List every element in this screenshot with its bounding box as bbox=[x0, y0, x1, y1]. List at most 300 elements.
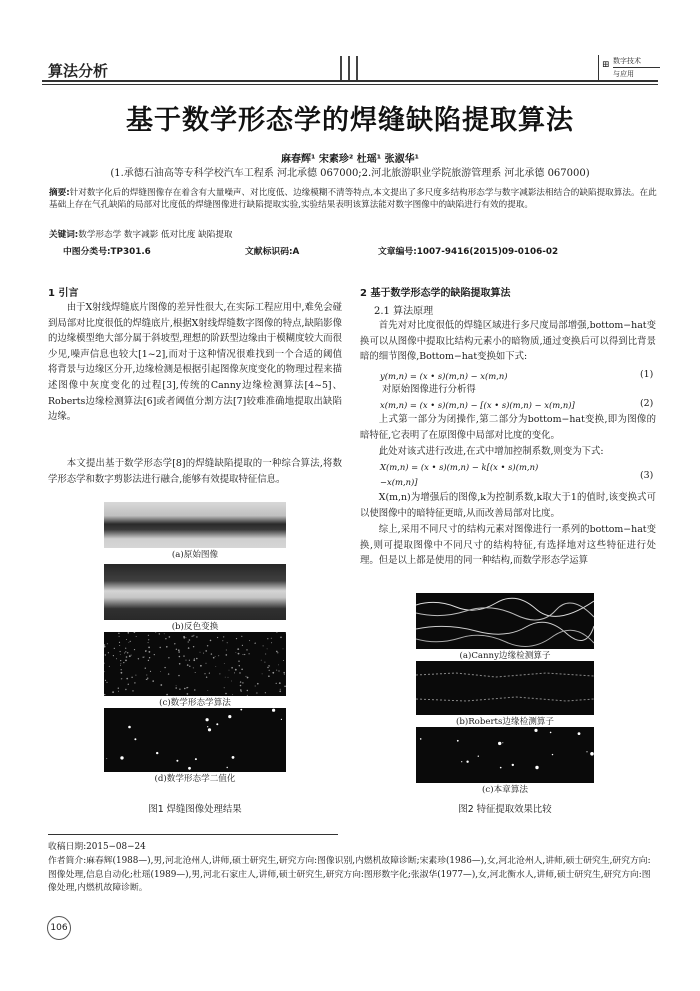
texture-dot bbox=[192, 636, 193, 637]
subsection-2-1-heading: 2.1 算法原理 bbox=[374, 306, 434, 317]
texture-dot bbox=[578, 732, 581, 735]
texture-dot bbox=[238, 661, 239, 662]
texture-dot bbox=[195, 758, 197, 760]
equation-2-number: (2) bbox=[640, 398, 654, 409]
texture-dot bbox=[203, 653, 204, 654]
figure-2b-edges bbox=[416, 661, 594, 715]
texture-dot bbox=[239, 672, 240, 673]
equation-3-number: (3) bbox=[640, 470, 654, 481]
clc-number: 中图分类号:TP301.6 bbox=[63, 247, 151, 257]
texture-dot bbox=[121, 663, 122, 664]
texture-dot bbox=[109, 666, 110, 667]
texture-dot bbox=[119, 645, 120, 646]
keywords-text: 数学形态学 数字减影 低对比度 缺陷提取 bbox=[78, 230, 233, 240]
abstract-text: 针对数字化后的焊缝图像存在着含有大量噪声、对比度低、边缘模糊不清等特点,本文提出了多尺度多结构形态学与数字减影法相结合的缺陷提取算法。在此基础上存在气孔缺陷的局部对比度低的焊缝图像进行缺陷提取实验,实验结果表明该算法能对数字图像中的缺陷进行有效的提取。 bbox=[49, 188, 657, 210]
texture-dot bbox=[188, 767, 191, 770]
texture-dot bbox=[105, 654, 106, 655]
texture-dot bbox=[134, 632, 136, 633]
texture-dot bbox=[179, 656, 181, 658]
texture-dot bbox=[120, 660, 121, 661]
texture-dot bbox=[107, 643, 108, 644]
figure-1d-image bbox=[104, 708, 286, 772]
texture-dot bbox=[128, 684, 129, 685]
texture-dot bbox=[268, 675, 270, 677]
texture-dot bbox=[243, 654, 244, 655]
texture-dot bbox=[191, 636, 192, 637]
texture-dot bbox=[267, 649, 268, 650]
texture-dot bbox=[278, 670, 279, 671]
texture-dot bbox=[500, 767, 502, 769]
texture-dot bbox=[272, 672, 274, 674]
texture-dot bbox=[502, 742, 503, 743]
texture-dot bbox=[165, 638, 166, 639]
texture-dot bbox=[148, 660, 149, 661]
texture-dot bbox=[262, 674, 263, 675]
texture-dot bbox=[106, 758, 107, 759]
texture-dot bbox=[187, 693, 189, 695]
texture-dot bbox=[134, 649, 135, 650]
texture-dot bbox=[276, 632, 277, 633]
texture-dot bbox=[106, 682, 107, 683]
texture-dot bbox=[112, 691, 114, 693]
texture-dot bbox=[124, 653, 125, 654]
texture-dot bbox=[104, 671, 105, 672]
texture-dot bbox=[176, 649, 177, 650]
texture-dot bbox=[178, 675, 179, 676]
equation-3-line-1: X(m,n) = (x • s)(m,n) − k[(x • s)(m,n) bbox=[380, 462, 539, 472]
equation-1-number: (1) bbox=[640, 369, 654, 380]
texture-dot bbox=[264, 662, 265, 663]
texture-dot bbox=[267, 667, 268, 668]
texture-dot bbox=[272, 709, 275, 712]
texture-dot bbox=[196, 636, 197, 637]
texture-dot bbox=[186, 637, 187, 638]
equation-1: y(m,n) = (x • s)(m,n) − x(m,n) bbox=[380, 371, 508, 381]
journal-logo-line1: 数字技术 bbox=[613, 57, 641, 65]
texture-dot bbox=[278, 665, 279, 666]
texture-dot bbox=[225, 677, 226, 678]
texture-dot bbox=[128, 632, 130, 634]
texture-dot bbox=[136, 636, 137, 637]
figure-1a-caption: (a)原始图像 bbox=[171, 550, 219, 560]
texture-dot bbox=[218, 655, 219, 656]
texture-dot bbox=[269, 666, 270, 667]
texture-dot bbox=[219, 673, 220, 674]
header-rule-thin bbox=[42, 84, 658, 85]
texture-dot bbox=[138, 658, 139, 659]
figure-2b-image bbox=[416, 661, 594, 715]
texture-dot bbox=[271, 638, 272, 639]
texture-dot bbox=[194, 660, 195, 661]
texture-dot bbox=[146, 679, 147, 680]
texture-dot bbox=[283, 672, 285, 674]
texture-dot bbox=[222, 640, 223, 641]
texture-dot bbox=[149, 657, 150, 658]
texture-dot bbox=[207, 645, 208, 646]
figure-1a-image bbox=[104, 502, 286, 548]
texture-dot bbox=[261, 660, 262, 661]
texture-dot bbox=[116, 658, 117, 659]
texture-dot bbox=[127, 652, 128, 653]
texture-dot bbox=[119, 636, 120, 637]
texture-dot bbox=[179, 689, 180, 690]
texture-dot bbox=[279, 682, 281, 684]
figure-2b-caption: (b)Roberts边缘检测算子 bbox=[416, 715, 594, 727]
equation-2: x(m,n) = (x • s)(m,n) − [(x • s)(m,n) − x(m,n)] bbox=[380, 400, 575, 410]
section-2-paragraph-6: 综上,采用不同尺寸的结构元素对图像进行一系列的bottom−hat变换,则可提取图像中不同尺寸的结构特征,有选择地对这些特征进行处理。但是以上都是使用的同一种结构,而数学形态学运算 bbox=[360, 524, 656, 567]
texture-dot bbox=[147, 678, 148, 679]
texture-dot bbox=[265, 692, 266, 693]
texture-dot bbox=[164, 633, 165, 634]
texture-dot bbox=[183, 636, 185, 638]
texture-dot bbox=[183, 655, 184, 656]
texture-dot bbox=[249, 640, 250, 641]
figure-1-title: 图1 焊缝图像处理结果 bbox=[148, 804, 242, 815]
texture-dot bbox=[193, 646, 194, 647]
texture-dot bbox=[265, 654, 266, 655]
texture-dot bbox=[461, 761, 462, 762]
texture-dot bbox=[267, 638, 268, 639]
texture-dot bbox=[217, 637, 218, 638]
texture-dot bbox=[189, 666, 190, 667]
texture-dot bbox=[187, 687, 188, 688]
texture-dot bbox=[120, 756, 123, 759]
author-biographies: 作者简介:麻春辉(1988—),男,河北沧州人,讲师,硕士研究生,研究方向:图像识别,内燃机故障诊断;宋素珍(1986—),女,河北沧州人,讲师,硕士研究生,研究方向:图像处理,信息自动化;杜瑶(1989—),男,河北石家庄人,讲师,硕士研究生,研究方向:图形数字化;张淑华(1977—),女,河北衡水人,讲师,硕士研究生,研究方向:图像处理,内燃机故障诊断。 bbox=[48, 856, 651, 893]
texture-dot bbox=[196, 658, 198, 660]
texture-dot bbox=[152, 680, 154, 682]
texture-dot bbox=[189, 639, 191, 641]
texture-dot bbox=[125, 689, 126, 690]
texture-dot bbox=[246, 676, 247, 677]
header-divider-bars bbox=[340, 56, 362, 80]
texture-dot bbox=[590, 752, 594, 756]
texture-dot bbox=[194, 689, 195, 690]
texture-dot bbox=[211, 653, 212, 654]
texture-dot bbox=[104, 646, 106, 648]
texture-dot bbox=[148, 639, 149, 640]
texture-dot bbox=[135, 675, 136, 676]
texture-dot bbox=[146, 675, 147, 676]
journal-logo-mark-icon: ⊞ bbox=[602, 60, 610, 70]
texture-dot bbox=[420, 738, 422, 740]
texture-dot bbox=[232, 694, 233, 695]
texture-dot bbox=[145, 668, 146, 669]
texture-dot bbox=[148, 642, 149, 643]
texture-dot bbox=[206, 663, 207, 664]
texture-dot bbox=[225, 693, 227, 695]
section-2-paragraph-2: 对原始图像进行分析得 bbox=[382, 384, 476, 395]
texture-dot bbox=[237, 648, 239, 650]
texture-dot bbox=[215, 656, 216, 657]
texture-dot bbox=[126, 678, 128, 680]
texture-dot bbox=[187, 664, 189, 666]
texture-dot bbox=[284, 674, 285, 675]
texture-dot bbox=[129, 655, 131, 657]
texture-dot bbox=[241, 636, 242, 637]
texture-dot bbox=[226, 650, 227, 651]
figure-2a-edges bbox=[416, 593, 594, 651]
texture-dot bbox=[178, 651, 180, 653]
texture-dot bbox=[229, 670, 230, 671]
texture-dot bbox=[125, 648, 126, 649]
texture-dot bbox=[285, 633, 286, 634]
texture-dot bbox=[512, 764, 514, 766]
texture-dot bbox=[228, 677, 229, 678]
texture-dot bbox=[131, 677, 132, 678]
texture-dot bbox=[118, 633, 119, 634]
texture-dot bbox=[206, 677, 207, 678]
texture-dot bbox=[108, 652, 109, 653]
texture-dot bbox=[168, 657, 169, 658]
texture-dot bbox=[466, 761, 468, 763]
texture-dot bbox=[178, 649, 180, 651]
texture-dot bbox=[160, 647, 161, 648]
texture-dot bbox=[160, 684, 162, 686]
abstract bbox=[49, 188, 657, 211]
texture-dot bbox=[121, 678, 122, 679]
texture-dot bbox=[257, 683, 259, 685]
texture-dot bbox=[231, 667, 233, 669]
texture-dot bbox=[144, 657, 145, 658]
texture-dot bbox=[120, 654, 121, 655]
texture-dot bbox=[235, 669, 237, 671]
texture-dot bbox=[155, 632, 156, 633]
figure-1c-image bbox=[104, 632, 286, 696]
texture-dot bbox=[159, 633, 160, 634]
texture-dot bbox=[263, 645, 264, 646]
texture-dot bbox=[281, 719, 282, 720]
texture-dot bbox=[244, 654, 245, 655]
texture-dot bbox=[169, 636, 171, 638]
texture-dot bbox=[118, 691, 119, 692]
texture-dot bbox=[276, 683, 277, 684]
texture-dot bbox=[189, 660, 190, 661]
header-rule bbox=[42, 80, 658, 82]
texture-dot bbox=[242, 682, 243, 683]
texture-dot bbox=[207, 690, 208, 691]
texture-dot bbox=[478, 756, 479, 757]
article-number: 文章编号:1007-9416(2015)09-0106-02 bbox=[378, 247, 559, 257]
texture-dot bbox=[149, 651, 151, 653]
figure-2a-image bbox=[416, 593, 594, 651]
section-1-paragraph-2: 本文提出基于数学形态学[8]的焊缝缺陷提取的一种综合算法,将数学形态学和数字剪影法进行融合,能够有效提取特征信息。 bbox=[48, 458, 342, 485]
journal-logo-line2: 与应用 bbox=[613, 67, 660, 80]
keywords bbox=[49, 230, 657, 242]
figure-1c-caption: (c)数学形态学算法 bbox=[159, 698, 231, 708]
texture-dot bbox=[224, 663, 225, 664]
texture-dot bbox=[104, 644, 105, 645]
texture-dot bbox=[249, 653, 250, 654]
texture-dot bbox=[120, 651, 121, 652]
texture-dot bbox=[188, 641, 189, 642]
texture-dot bbox=[205, 650, 207, 652]
texture-dot bbox=[457, 740, 459, 742]
texture-dot bbox=[234, 672, 235, 673]
texture-dot bbox=[283, 649, 284, 650]
texture-dot bbox=[195, 672, 196, 673]
texture-dot bbox=[269, 670, 270, 671]
texture-dot bbox=[277, 652, 278, 653]
texture-dot bbox=[239, 665, 240, 666]
paper-title: 基于数学形态学的焊缝缺陷提取算法 bbox=[126, 105, 574, 136]
texture-dot bbox=[145, 651, 146, 652]
texture-dot bbox=[271, 642, 272, 643]
texture-dot bbox=[209, 673, 210, 674]
texture-dot bbox=[120, 665, 121, 666]
footnote-rule bbox=[48, 834, 338, 835]
texture-dot bbox=[125, 660, 127, 662]
texture-dot bbox=[284, 686, 286, 688]
texture-dot bbox=[276, 670, 277, 671]
texture-dot bbox=[128, 726, 131, 729]
texture-dot bbox=[227, 642, 228, 643]
texture-dot bbox=[215, 666, 216, 667]
author-list: 麻春辉¹ 宋素珍² 杜瑶¹ 张淑华¹ bbox=[281, 154, 419, 165]
figure-1c-noise bbox=[104, 632, 286, 696]
texture-dot bbox=[194, 658, 195, 659]
texture-dot bbox=[227, 767, 228, 768]
texture-dot bbox=[118, 688, 119, 689]
texture-dot bbox=[206, 718, 209, 721]
keywords-label: 关键词: bbox=[49, 230, 79, 240]
texture-dot bbox=[238, 653, 240, 655]
texture-dot bbox=[223, 636, 224, 637]
texture-dot bbox=[210, 640, 212, 642]
texture-dot bbox=[134, 682, 135, 683]
texture-dot bbox=[228, 715, 231, 718]
texture-dot bbox=[193, 635, 194, 636]
texture-dot bbox=[224, 687, 225, 688]
section-2-heading: 2 基于数学形态学的缺陷提取算法 bbox=[360, 288, 511, 299]
texture-dot bbox=[148, 635, 149, 636]
texture-dot bbox=[129, 642, 130, 643]
texture-dot bbox=[552, 754, 553, 755]
texture-dot bbox=[240, 681, 241, 682]
texture-dot bbox=[240, 689, 242, 691]
texture-dot bbox=[175, 687, 177, 689]
texture-dot bbox=[148, 647, 150, 649]
texture-dot bbox=[256, 692, 257, 693]
journal-logo bbox=[598, 55, 660, 81]
texture-dot bbox=[280, 689, 281, 690]
texture-dot bbox=[156, 752, 158, 754]
texture-dot bbox=[114, 648, 115, 649]
texture-dot bbox=[123, 662, 124, 663]
texture-dot bbox=[240, 685, 242, 687]
section-2-paragraph-1: 首先对对比度很低的焊缝区域进行多尺度局部增强,bottom−hat变换可以从图像中提取比结构元素小的暗物质,通过变换后可以得到比背景暗的细节图像,Bottom−hat变换如下式: bbox=[360, 320, 656, 363]
texture-dot bbox=[240, 709, 242, 711]
texture-dot bbox=[204, 673, 205, 674]
texture-dot bbox=[176, 685, 177, 686]
texture-dot bbox=[255, 686, 256, 687]
texture-dot bbox=[236, 638, 237, 639]
texture-dot bbox=[179, 663, 181, 665]
texture-dot bbox=[236, 652, 237, 653]
texture-dot bbox=[105, 680, 106, 681]
figure-2-title: 图2 特征提取效果比较 bbox=[458, 804, 552, 815]
texture-dot bbox=[121, 672, 123, 674]
texture-dot bbox=[241, 669, 243, 671]
equation-3-line-2: −x(m,n)] bbox=[380, 477, 418, 487]
texture-dot bbox=[208, 728, 211, 731]
texture-dot bbox=[126, 656, 128, 658]
texture-dot bbox=[231, 681, 232, 682]
abstract-label: 摘要: bbox=[49, 188, 70, 198]
texture-dot bbox=[276, 651, 278, 653]
texture-dot bbox=[164, 667, 165, 668]
texture-dot bbox=[200, 652, 201, 653]
figure-1d-caption: (d)数学形态学二值化 bbox=[154, 774, 236, 784]
section-2-paragraph-4: 此处对该式进行改进,在式中增加控制系数,则变为下式: bbox=[378, 446, 604, 457]
page-number: 106 bbox=[47, 916, 71, 940]
journal-section-label: 算法分析 bbox=[48, 62, 109, 80]
section-2-paragraph-3: 上式第一部分为闭操作,第二部分为bottom−hat变换,即为图像的暗特征,它表明了在原图像中局部对比度的变化。 bbox=[360, 414, 656, 441]
texture-dot bbox=[131, 655, 132, 656]
texture-dot bbox=[166, 646, 168, 648]
texture-dot bbox=[132, 690, 133, 691]
texture-dot bbox=[216, 723, 218, 725]
texture-dot bbox=[534, 729, 537, 732]
texture-dot bbox=[126, 639, 127, 640]
figure-2c-image bbox=[416, 727, 594, 783]
figure-1b-caption: (b)反色变换 bbox=[171, 622, 219, 632]
texture-dot bbox=[119, 642, 120, 643]
texture-dot bbox=[121, 669, 122, 670]
texture-dot bbox=[280, 637, 282, 639]
texture-dot bbox=[247, 690, 248, 691]
texture-dot bbox=[154, 654, 155, 655]
texture-dot bbox=[113, 655, 114, 656]
figure-2a-caption: (a)Canny边缘检测算子 bbox=[416, 649, 594, 661]
texture-dot bbox=[246, 649, 247, 650]
texture-dot bbox=[174, 643, 175, 644]
section-2-paragraph-5: X(m,n)为增强后的图像,k为控制系数,k取大于1的值时,该变换式可以使图像中的暗特征更暗,从而改善局部对比度。 bbox=[360, 492, 656, 519]
section-1-paragraph-1: 由于X射线焊缝底片图像的差异性很大,在实际工程应用中,难免会碰到局部对比度很低的焊缝底片,根据X射线焊缝数字图像的特点,缺陷影像的边缘模型绝大部分属于斜坡型,理想的阶跃型边缘由于模糊度较大而很少见,噪声信息也较大[1~2],而对于这种情况很难找到一个合适的阈值将背景与边缘区分开,边缘检测是根据引起图像灰度变化的物理过程来描述图像中灰度变化的过程[3],传统的Canny边缘检测算法[4~5]、Roberts边缘检测算法[6]或者阈值分割方法[7]较难准确地提取出缺陷边缘。 bbox=[48, 302, 342, 423]
texture-dot bbox=[188, 647, 190, 649]
texture-dot bbox=[242, 645, 243, 646]
texture-dot bbox=[283, 660, 284, 661]
texture-dot bbox=[226, 654, 228, 656]
texture-dot bbox=[186, 660, 187, 661]
figure-1d-dots bbox=[104, 708, 286, 772]
texture-dot bbox=[130, 641, 131, 642]
texture-dot bbox=[193, 667, 194, 668]
texture-dot bbox=[125, 651, 126, 652]
texture-dot bbox=[150, 671, 151, 672]
texture-dot bbox=[255, 643, 256, 644]
texture-dot bbox=[134, 738, 136, 740]
texture-dot bbox=[247, 677, 249, 679]
texture-dot bbox=[176, 760, 178, 762]
texture-dot bbox=[143, 657, 144, 658]
texture-dot bbox=[168, 673, 169, 674]
figure-1b-image bbox=[104, 564, 286, 620]
texture-dot bbox=[586, 751, 587, 752]
figure-2c-caption: (c)本章算法 bbox=[482, 785, 528, 795]
texture-dot bbox=[200, 665, 202, 667]
texture-dot bbox=[213, 657, 215, 659]
texture-dot bbox=[279, 691, 281, 693]
texture-dot bbox=[232, 756, 235, 759]
texture-dot bbox=[184, 688, 186, 690]
section-1-heading: 1 引言 bbox=[48, 288, 79, 299]
texture-dot bbox=[160, 671, 161, 672]
texture-dot bbox=[550, 732, 552, 734]
author-affiliation: (1.承德石油高等专科学校汽车工程系 河北承德 067000;2.河北旅游职业学院旅游管理系 河北承德 067000) bbox=[110, 168, 590, 179]
figure-2c-dots bbox=[416, 727, 594, 783]
document-code: 文献标识码:A bbox=[245, 247, 300, 257]
texture-dot bbox=[498, 742, 501, 745]
